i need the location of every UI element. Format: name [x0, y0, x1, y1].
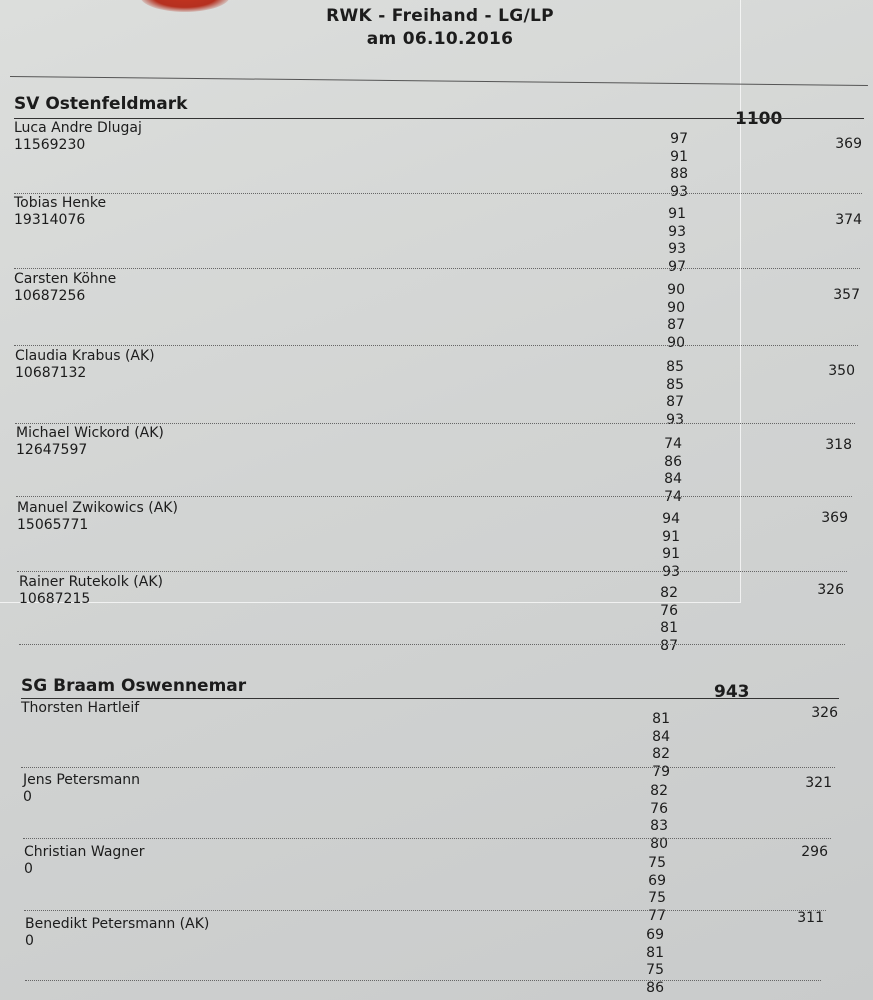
- series-scores: [636, 855, 666, 925]
- row-divider: [14, 268, 860, 269]
- row-divider: [21, 767, 835, 768]
- header-rule: [10, 76, 868, 86]
- shooter-id: 0: [24, 861, 33, 877]
- series-score: 81: [660, 620, 678, 636]
- series-score: 82: [652, 746, 670, 762]
- shooter-id: 10687256: [14, 288, 86, 304]
- shooter-id: 0: [25, 933, 34, 949]
- row-divider: [14, 345, 858, 346]
- team-rule: [14, 118, 864, 119]
- series-score: 93: [662, 563, 680, 580]
- shooter-name: Michael Wickord (AK): [16, 425, 164, 441]
- series-score: 90: [667, 299, 685, 316]
- series-score: 93: [668, 241, 686, 257]
- series-score: 69: [648, 872, 666, 889]
- series-score: 90: [667, 334, 685, 351]
- shooter-name: Tobias Henke: [14, 195, 107, 211]
- series-scores: [640, 711, 670, 781]
- red-object-edge: [140, 0, 230, 12]
- series-score: 94: [662, 511, 680, 527]
- series-score: 81: [646, 944, 664, 961]
- series-score: 88: [670, 166, 688, 182]
- series-score: 74: [664, 436, 682, 452]
- row-divider: [17, 571, 847, 572]
- row-divider: [24, 910, 826, 911]
- series-scores: [656, 206, 686, 276]
- series-score: 84: [664, 471, 682, 487]
- series-score: 91: [662, 528, 680, 545]
- shooter-id: 11569230: [14, 137, 86, 153]
- shooter-name: Rainer Rutekolk (AK): [19, 574, 163, 590]
- team-total: 1100: [735, 109, 783, 129]
- series-score: 87: [660, 637, 678, 654]
- series-score: 74: [664, 488, 682, 505]
- team-rule: [21, 698, 839, 699]
- series-score: 87: [667, 317, 685, 333]
- shooter-name: Thorsten Hartleif: [21, 700, 140, 716]
- shooter-id: 0: [23, 789, 32, 805]
- shooter-total: 311: [797, 910, 824, 926]
- series-score: 85: [666, 376, 684, 393]
- series-score: 83: [650, 818, 668, 834]
- series-score: 84: [652, 728, 670, 745]
- shooter-id: 12647597: [16, 442, 88, 458]
- shooter-total: 369: [835, 136, 862, 152]
- shooter-total: 374: [835, 212, 862, 228]
- shooter-id: 10687132: [15, 365, 87, 381]
- series-score: 97: [668, 258, 686, 275]
- series-score: 86: [646, 979, 664, 996]
- series-scores: [658, 131, 688, 201]
- series-scores: [654, 359, 684, 429]
- shooter-name: Manuel Zwikowics (AK): [17, 500, 178, 516]
- shooter-total: 369: [821, 510, 848, 526]
- series-score: 80: [650, 835, 668, 852]
- document-date: am 06.10.2016: [366, 29, 514, 49]
- series-score: 82: [660, 585, 678, 601]
- row-divider: [25, 980, 821, 981]
- series-score: 87: [666, 394, 684, 410]
- shooter-name: Jens Petersmann: [23, 772, 141, 788]
- series-score: 77: [648, 907, 666, 924]
- shooter-name: Benedikt Petersmann (AK): [25, 916, 210, 932]
- team-total: 943: [714, 682, 750, 702]
- series-score: 75: [646, 962, 664, 978]
- series-score: 91: [668, 206, 686, 222]
- shooter-total: 296: [801, 844, 828, 860]
- series-score: 91: [662, 546, 680, 562]
- series-score: 91: [670, 148, 688, 165]
- row-divider: [14, 193, 862, 194]
- series-score: 86: [664, 453, 682, 470]
- shooter-id: 10687215: [19, 591, 91, 607]
- team-name: SV Ostenfeldmark: [14, 94, 188, 114]
- series-score: 93: [668, 223, 686, 240]
- series-score: 97: [670, 131, 688, 147]
- team-name: SG Braam Oswennemar: [21, 676, 247, 696]
- shooter-total: 357: [833, 287, 860, 303]
- document-title: RWK - Freihand - LG/LP: [326, 6, 554, 26]
- shooter-id: 15065771: [17, 517, 89, 533]
- shooter-total: 326: [811, 705, 838, 721]
- row-divider: [15, 423, 855, 424]
- shooter-name: Carsten Köhne: [14, 271, 117, 287]
- series-score: 82: [650, 783, 668, 799]
- series-score: 81: [652, 711, 670, 727]
- shooter-total: 326: [817, 582, 844, 598]
- series-score: 93: [666, 411, 684, 428]
- shooter-total: 321: [805, 775, 832, 791]
- series-score: 76: [650, 800, 668, 817]
- shooter-total: 350: [828, 363, 855, 379]
- series-score: 93: [670, 183, 688, 200]
- series-score: 76: [660, 602, 678, 619]
- series-score: 85: [666, 359, 684, 375]
- series-score: 69: [646, 927, 664, 943]
- series-scores: [634, 927, 664, 997]
- series-scores: [638, 783, 668, 853]
- series-score: 90: [667, 282, 685, 298]
- shooter-name: Christian Wagner: [24, 844, 145, 860]
- series-score: 75: [648, 890, 666, 906]
- row-divider: [16, 496, 852, 497]
- series-scores: [655, 282, 685, 352]
- series-score: 79: [652, 763, 670, 780]
- shooter-id: 19314076: [14, 212, 86, 228]
- shooter-name: Claudia Krabus (AK): [15, 348, 155, 364]
- shooter-name: Luca Andre Dlugaj: [14, 120, 142, 136]
- row-divider: [23, 838, 831, 839]
- shooter-total: 318: [825, 437, 852, 453]
- series-score: 75: [648, 855, 666, 871]
- row-divider: [19, 644, 845, 645]
